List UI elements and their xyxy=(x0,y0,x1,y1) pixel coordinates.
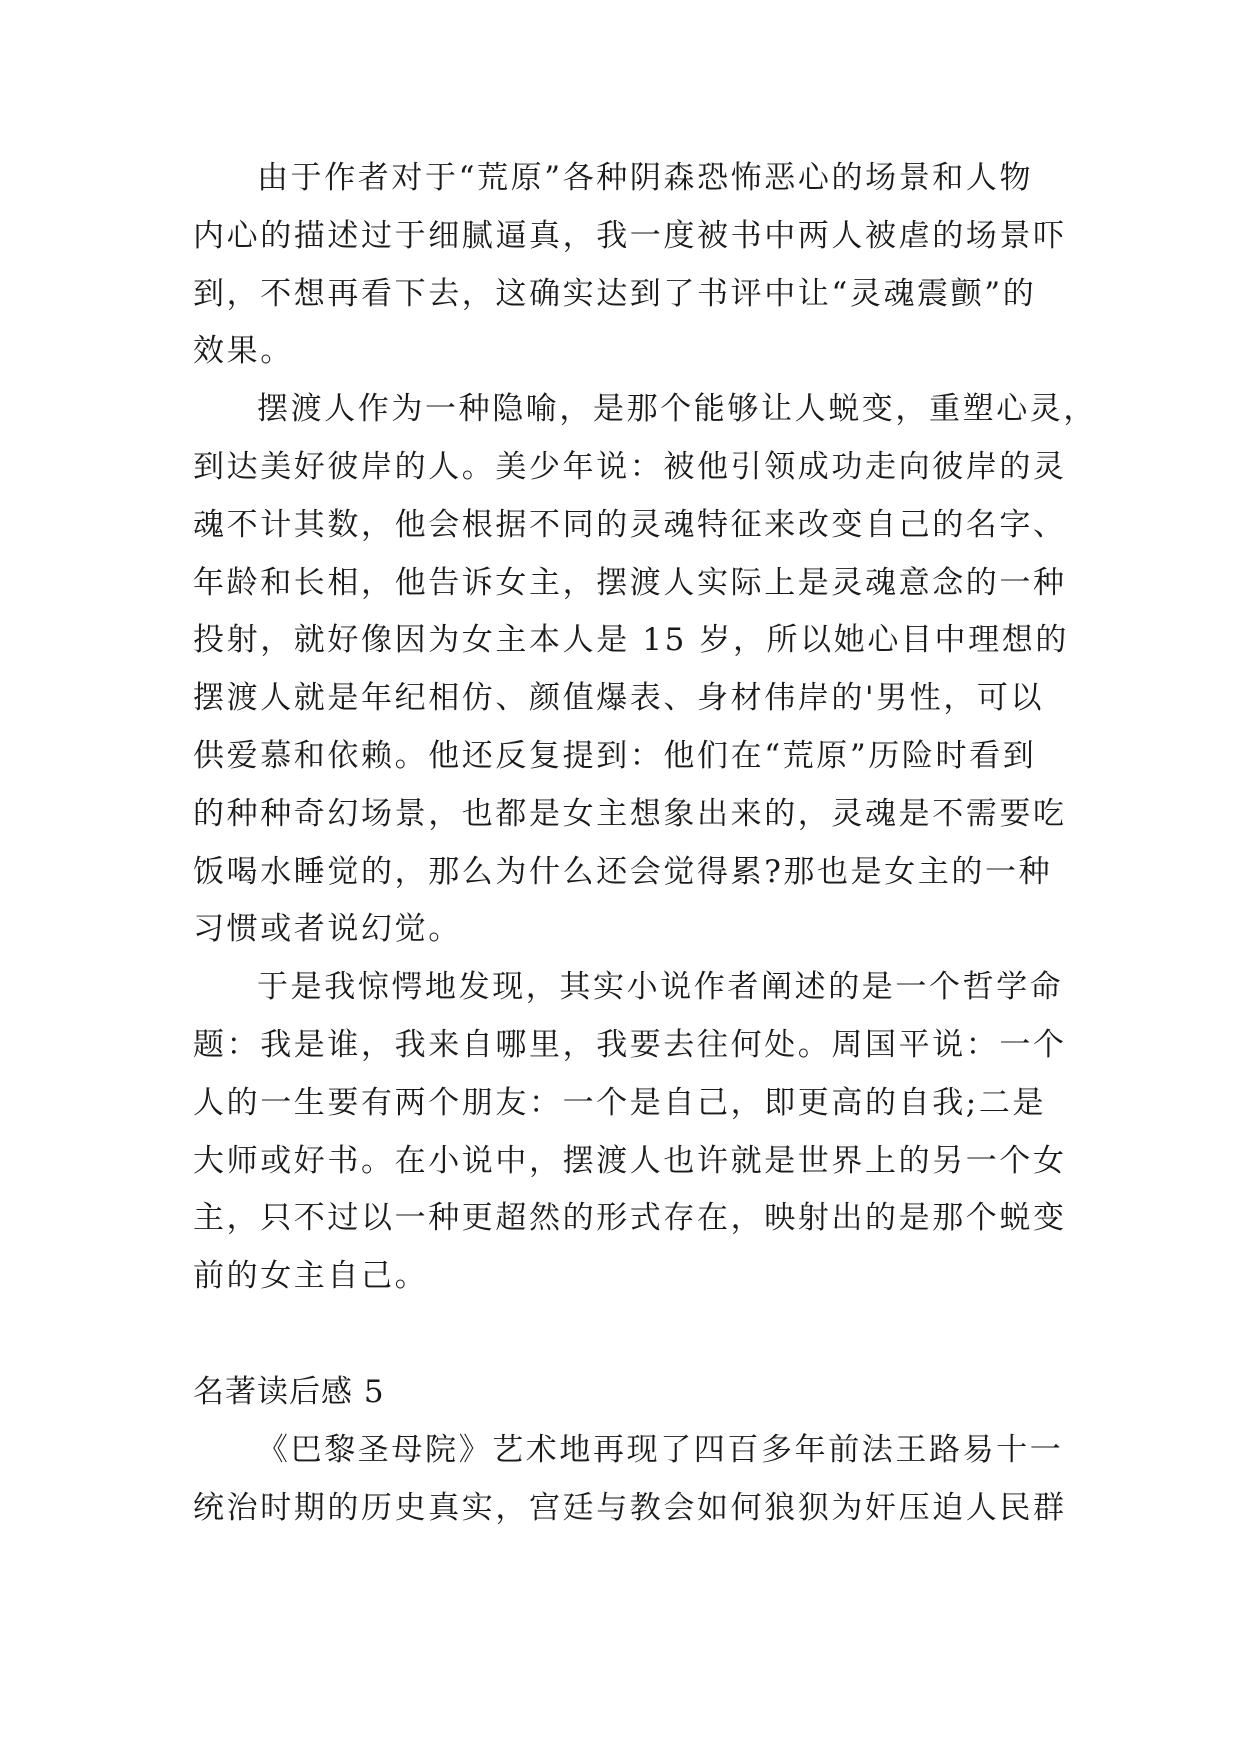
text-line: 统治时期的历史真实，宫廷与教会如何狼狈为奸压迫人民群 xyxy=(193,1489,1067,1526)
section-spacer xyxy=(193,1306,1055,1364)
text-line: 摆渡人作为一种隐喻，是那个能够让人蜕变，重塑心灵， xyxy=(257,391,1097,428)
text-line: 年龄和长相，他告诉女主，摆渡人实际上是灵魂意念的一种 xyxy=(193,564,1067,601)
text-line: 内心的描述过于细腻逼真，我一度被书中两人被虐的场景吓 xyxy=(193,217,1067,254)
paragraph-4 xyxy=(193,1422,1067,1538)
text-line: 于是我惊愕地发现，其实小说作者阐述的是一个哲学命 xyxy=(257,969,1064,1006)
text-line: 《巴黎圣母院》艺术地再现了四百多年前法王路易十一 xyxy=(257,1431,1064,1468)
document-body xyxy=(193,150,1097,1537)
text-line: 摆渡人就是年纪相仿、颜值爆表、身材伟岸的'男性，可以 xyxy=(193,680,1045,717)
paragraph-1 xyxy=(193,150,1067,381)
text-line: 投射，就好像因为女主本人是 15 岁，所以她心目中理想的 xyxy=(193,622,1069,659)
text-line: 饭喝水睡觉的，那么为什么还会觉得累?那也是女主的一种 xyxy=(193,853,1053,890)
text-line: 人的一生要有两个朋友：一个是自己，即更高的自我;二是 xyxy=(193,1084,1047,1121)
text-line: 到达美好彼岸的人。美少年说：被他引领成功走向彼岸的灵 xyxy=(193,448,1067,485)
paragraph-3 xyxy=(193,959,1067,1306)
text-line: 供爱慕和依赖。他还反复提到：他们在“荒原”历险时看到 xyxy=(193,737,1037,774)
text-line: 前的女主自己。 xyxy=(193,1258,429,1295)
section-heading: 名著读后感 5 xyxy=(193,1373,385,1410)
text-line: 由于作者对于“荒原”各种阴森恐怖恶心的场景和人物 xyxy=(257,160,1034,196)
text-line: 题：我是谁，我来自哪里，我要去往何处。周国平说：一个 xyxy=(193,1026,1067,1063)
text-line: 主，只不过以一种更超然的形式存在，映射出的是那个蜕变 xyxy=(193,1200,1067,1237)
text-line: 魂不计其数，他会根据不同的灵魂特征来改变自己的名字、 xyxy=(193,506,1067,543)
text-line: 大师或好书。在小说中，摆渡人也许就是世界上的另一个女 xyxy=(193,1142,1067,1179)
text-line: 到，不想再看下去，这确实达到了书评中让“灵魂震颤”的 xyxy=(193,275,1037,312)
text-line: 习惯或者说幻觉。 xyxy=(193,911,462,948)
text-line: 的种种奇幻场景，也都是女主想象出来的，灵魂是不需要吃 xyxy=(193,795,1067,832)
paragraph-2 xyxy=(193,381,1097,959)
text-line: 效果。 xyxy=(193,333,294,370)
